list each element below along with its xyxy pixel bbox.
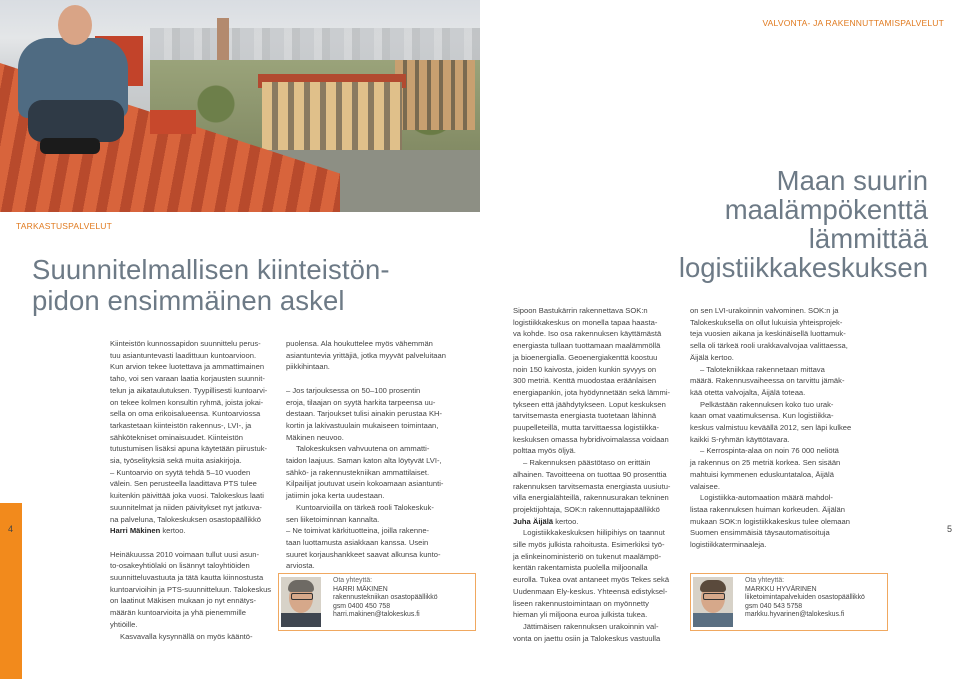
title-r-line-3: lämmittää <box>808 223 928 254</box>
text-line: logistiikkakeskus on monella tapaa haasta- <box>513 317 658 327</box>
page-number-right: 5 <box>946 524 952 534</box>
paragraph <box>286 525 466 572</box>
paragraph <box>110 549 272 631</box>
text-line: vonta on jaettu osiin ja Talokeskus vastuulla <box>513 633 661 643</box>
rooftop-photo <box>0 0 480 212</box>
text-line: Kuntoarvioilla on tärkeä rooli Talokeskuk- <box>296 502 434 512</box>
text-line: asiantuntevia yrittäjiä, jotka myyvät palveluitaan <box>286 350 446 360</box>
text-line: Sipoon Bastukärrin rakennettava SOK:n <box>513 306 648 315</box>
text-line: välein. Sen perusteella laadittava PTS tulee <box>110 479 257 489</box>
contact-email[interactable]: markku.hyvarinen@talokeskus.fi <box>745 611 845 619</box>
contact-text-left <box>333 577 438 620</box>
text-line: on sen LVI-urakoinnin valvominen. SOK:n ja <box>690 306 839 315</box>
text-line: sähkötekniset ominaisuudet. Kiinteistön <box>110 432 243 442</box>
contact-phone: gsm 0400 450 758 <box>333 602 391 610</box>
text-line: Pelkästään rakennuksen koko tuo urak- <box>700 399 834 409</box>
text-line: sia, työselityksiä sekä muita asiakirjoja. <box>110 456 242 466</box>
paragraph <box>286 385 466 444</box>
text-line: teja vuosien aikana ja keskinäisellä luottamuk- <box>690 329 846 339</box>
text-line: telun ja aikataulutuksen. Tyypillisesti kuntoarvi- <box>110 385 268 395</box>
contact-email[interactable]: harri.makinen@talokeskus.fi <box>333 611 420 619</box>
paragraph <box>690 305 870 364</box>
text-line: kuitenkin päivittää joka vuosi. Talokeskus laati <box>110 491 264 501</box>
text-line: – Kuntoarvio on syytä tehdä 5–10 vuoden <box>110 467 251 477</box>
text-line: puupelleteillä, mutta tarvittaessa logistiikka- <box>513 423 660 433</box>
text-line: piikkihintaan. <box>286 362 330 372</box>
contact-name: HARRI MÄKINEN <box>333 585 388 593</box>
text-line: puolensa. Ala houkuttelee myös vähemmän <box>286 339 433 348</box>
paragraph <box>513 621 685 644</box>
right-page <box>480 0 960 679</box>
text-line: sella oli tärkeä rooli urakkavalvojaa valittaessa, <box>690 341 848 351</box>
text-line: tykseen että jäähdytykseen. Loput keskuksen <box>513 399 666 409</box>
text-line: kää otetta valvojalta, Äijälä toteaa. <box>690 387 806 397</box>
text-line: mukaan SOK:n logistiikkakeskus tulee olemaan <box>690 516 850 526</box>
paragraph <box>286 338 466 373</box>
text-line: sella on oma erikoisalueensa. Kuntoarviossa <box>110 409 261 419</box>
text-line: logistiikkaterminaaleja. <box>690 540 767 550</box>
text-line: tutustumisen lisäksi apuna käytetään piirustuk- <box>110 444 268 454</box>
text-line: hieman yli miljoona euroa julkista tukea. <box>513 610 648 620</box>
text-line: Jättimäisen rakennuksen urakoinnin val- <box>523 621 659 631</box>
text-line: ja rakennus on 25 metriä korkea. Sen sisään <box>690 458 841 468</box>
paragraph <box>690 364 870 399</box>
text-line: – Jos tarjouksessa on 50–100 prosentin <box>286 385 421 395</box>
text-line: polttaa myös öljyä. <box>513 446 576 456</box>
section-label-left: TARKASTUSPALVELUT <box>16 221 112 231</box>
text-line: villa energialähteillä, rakennusurakan tekninen <box>513 493 669 503</box>
text-line: keskuksen omassa hybridivoimalassa voidaan <box>513 434 669 444</box>
text-line: sähkö- ja rakennustekniikan ammattilaiset. <box>286 467 430 477</box>
text-line: – Ne toimivat kärkituotteina, joilla rakenne- <box>286 526 430 536</box>
text-line: Mäkinen neuvoo. <box>286 432 344 442</box>
text-line: Kun arvion tekee luotettava ja ammattimainen <box>110 362 265 372</box>
text-line: destaan. Tarjoukset tulisi ainakin perustaa KH- <box>286 409 443 419</box>
text-line: Logistiikka-automaation määrä mahdol- <box>700 493 833 503</box>
text-line: ja elinkeinoministeriö on tukenut maalämpö- <box>513 551 662 561</box>
text-line: sen liiketoiminnan kannalta. <box>286 514 380 524</box>
contact-box-right <box>690 573 888 631</box>
paragraph <box>286 502 466 525</box>
text-line: Kilpailijat joutuvat usein kokoamaan asiantunti- <box>286 479 444 489</box>
contact-label: Ota yhteyttä: <box>745 577 785 584</box>
title-line-1: Suunnitelmallisen kiinteistön- <box>32 254 390 285</box>
text-line: kortin ja lakivastuulain mukaiseen toimintaan, <box>286 420 439 430</box>
contact-text-right <box>745 577 865 620</box>
text-line: kuntoarvioihin ja PTS-suunnitteluun. Talokeskus <box>110 584 272 594</box>
paragraph <box>110 338 272 467</box>
paragraph <box>513 305 685 457</box>
paragraph <box>690 399 870 446</box>
contact-box-left <box>278 573 476 631</box>
text-line: eurolla. Tukea ovat antaneet myös Tekes sekä <box>513 575 670 585</box>
text-line: na palveluna, Talokeskuksen osastopäällikkö <box>110 514 261 524</box>
contact-photo-harri <box>281 577 321 627</box>
text-line: keskus valmistuu keväällä 2012, sen läpi kulkee <box>690 423 852 433</box>
text-line: Suomen ensimmäisiä täysautomatisoituja <box>690 528 830 538</box>
page-number-left: 4 <box>8 524 14 534</box>
right-column-1 <box>513 305 685 644</box>
text-line: suunnitteluvastuuta ja tätä kautta kiinnostusta <box>110 573 264 583</box>
text-line: kaikki S-ryhmän käyttötavara. <box>690 434 790 444</box>
title-r-line-1: Maan suurin <box>776 165 928 196</box>
text-line: tarvitsemasta energiasta tuotetaan lähinnä <box>513 411 657 421</box>
text-line: kertoo. <box>553 516 579 526</box>
text-line: energiasta tullaan tuottamaan maalämmöllä <box>513 341 661 351</box>
text-line: mahtuisi kymmenen eduskuntataloa, Äijälä <box>690 469 834 479</box>
text-line: projektijohtaja, SOK:n rakennuttajapäällikkö <box>513 504 660 514</box>
text-line: noin 150 kaivosta, joiden kunkin syvyys on <box>513 364 657 374</box>
title-r-line-4: logistiikkakeskuksen <box>678 252 928 283</box>
text-line: Talokeskuksen vahvuutena on ammatti- <box>296 444 430 454</box>
text-line: Uudenmaan Ely-keskus. Yhteensä edistyksel- <box>513 586 668 596</box>
text-line: rakennuksen tarvitsemasta energiasta uusiutu- <box>513 481 671 491</box>
text-line: on laatinut Mäkisen mukaan jo nyt ennätys- <box>110 596 257 606</box>
text-line: 300 metriä. Kenttä muodostaa eräänlaisen <box>513 376 657 386</box>
text-line: Kiinteistön kunnossapidon suunnittelu perus- <box>110 339 261 348</box>
paragraph <box>286 443 466 502</box>
contact-role: rakennustekniikan osastopäällikkö <box>333 594 438 602</box>
right-column-2 <box>690 305 870 551</box>
paragraph <box>110 467 272 537</box>
text-line: Talokeskuksella on ollut lukuisia yhteisprojek- <box>690 317 843 327</box>
text-line: kentän rakentamista puolella miljoonalla <box>513 563 648 573</box>
left-column-2 <box>286 338 466 572</box>
contact-photo-markku <box>693 577 733 627</box>
text-line: – Kerrospinta-alaa on noin 76 000 neliötä <box>700 446 839 456</box>
text-line: taidon laajuus. Saman katon alta löytyvät LVI-, <box>286 456 442 466</box>
text-line: Heinäkuussa 2010 voimaan tullut uusi asun- <box>110 549 260 559</box>
title-line-2: pidon ensimmäinen askel <box>32 285 345 316</box>
text-line: Äijälä kertoo. <box>690 352 734 362</box>
text-line: – Rakennuksen päästötaso on erittäin <box>523 458 651 468</box>
text-line: va kohde. Iso osa rakennuksen käyttämästä <box>513 329 662 339</box>
person-name: Juha Äijälä <box>513 516 554 526</box>
left-column-1 <box>110 338 272 642</box>
contact-role: liiketoimintapalveluiden osastopäällikkö <box>745 594 865 602</box>
text-line: määrä. Rakennusvaiheessa on tarvittu jämäk- <box>690 376 845 386</box>
text-line: kaan omat vaatimuksensa. Kun logistiikka- <box>690 411 834 421</box>
paragraph <box>690 445 870 492</box>
text-line: liseen rakennustoimintaan on myönnetty <box>513 598 649 608</box>
paragraph <box>513 457 685 527</box>
paragraph: Kasvavalla kysynnällä on myös kääntö- <box>120 631 253 641</box>
paragraph <box>690 492 870 551</box>
text-line: Logistiikkakeskuksen hiilipihiys on taannut <box>523 528 665 538</box>
text-line: listaa rakennuksen huiman korkeuden. Äijälän <box>690 504 845 514</box>
text-line: suuret korjaushankkeet saavat alkunsa kunto- <box>286 549 441 559</box>
contact-label: Ota yhteyttä: <box>333 577 373 584</box>
person-name: Harri Mäkinen <box>110 526 161 536</box>
text-line: eroja, tilaajan on syytä harkita tarpeensa uu- <box>286 397 436 407</box>
section-label-right: VALVONTA- JA RAKENNUTTAMISPALVELUT <box>762 18 944 28</box>
text-line: valaisee. <box>690 481 720 491</box>
text-line: taho, voi sen varaan laatia korjausten suunnit- <box>110 374 265 384</box>
text-line: energiapankin, jota hyödynnetään sekä lämmi- <box>513 387 671 397</box>
text-line: sille myös julkista rahoitusta. Esimerkiksi työ- <box>513 540 665 550</box>
page-title-right <box>508 166 928 282</box>
paragraph <box>513 527 685 621</box>
text-line: yhtiöille. <box>110 619 138 629</box>
text-line: tarkastetaan kiinteistön rakennus-, LVI-, ja <box>110 420 252 430</box>
text-line: on tekee kolmen konsultin ryhmä, joista jokai- <box>110 397 264 407</box>
text-line: kertoo. <box>160 526 186 536</box>
title-r-line-2: maalämpökenttä <box>724 194 928 225</box>
text-line: arviosta. <box>286 561 315 571</box>
text-line: to-osakeyhtiölaki on lisännyt taloyhtiöiden <box>110 561 250 571</box>
text-line: määrän kuntoarvioita ja yhä pienemmille <box>110 608 246 618</box>
contact-phone: gsm 040 543 5758 <box>745 602 803 610</box>
text-line: taan luottamusta asiakkaan kanssa. Usein <box>286 537 429 547</box>
text-line: tuu asiantuntevasti laadittuun kuntoarvioon. <box>110 350 257 360</box>
text-line: suunnitelmat ja niiden päivitykset nyt jatkuva- <box>110 502 262 512</box>
text-line: ja bioenergialla. Geoenergiakenttä koostuu <box>513 352 658 362</box>
text-line: alhainen. Tavoitteena on tuottaa 90 prosenttia <box>513 469 667 479</box>
page-title-left <box>32 254 472 316</box>
text-line: – Talotekniikkaa rakennetaan mittava <box>700 364 825 374</box>
text-line: jatiimin joka kerta uudestaan. <box>286 491 385 501</box>
contact-name: MARKKU HYVÄRINEN <box>745 585 817 593</box>
